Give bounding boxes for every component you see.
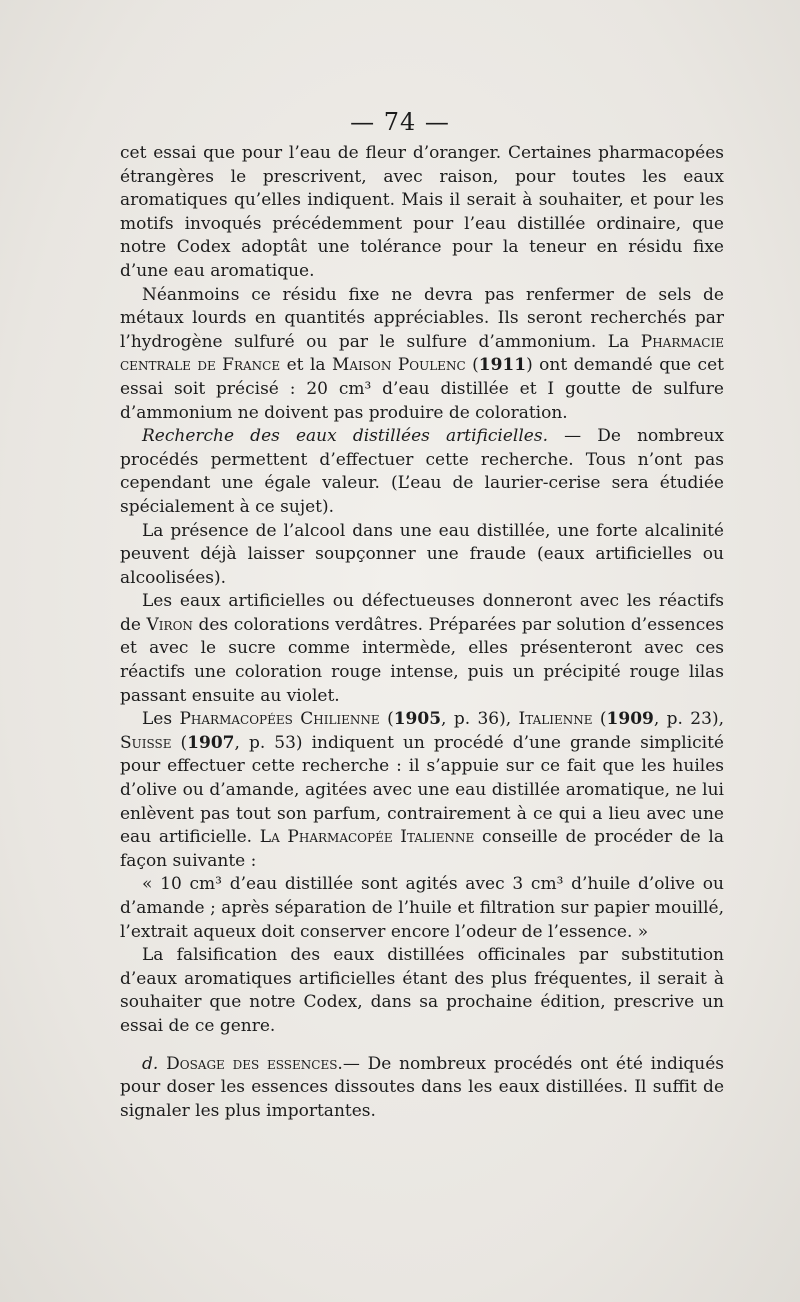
paragraph: La présence de l’alcool dans une eau distillée, une forte alcalinité peuvent déjà laisser soupçonner une fraude (eaux artificielles ou alcoolisées). [120, 520, 724, 588]
pharmacopoeia-name: Suisse [120, 732, 172, 753]
text-run: ( [465, 355, 479, 376]
section-letter: d. [142, 1053, 159, 1074]
year: 1907 [187, 732, 235, 753]
paragraph [120, 708, 724, 873]
text-run: et la [280, 355, 332, 376]
text-run: , p. 53) indiquent un procédé d’une grande simplicité pour effectuer cette recherche : il s’appuie sur ce fait que les huiles d’olive ou d’amande, agitées avec une eau distillée aromatique, ne lui enlèvent pas tout son parfum, contrairement à ce qui a lieu avec une eau artificielle. [120, 732, 724, 848]
year: 1905 [393, 709, 442, 730]
paragraph: La falsification des eaux distillées officinales par substitution d’eaux aromatiques artificielles étant des plus fréquentes, il serait à souhaiter que notre Codex, dans sa prochaine édition, prescrive un essai de ce genre. [120, 945, 724, 1036]
text-run: Néanmoins ce résidu fixe ne devra pas renfermer de sels de métaux lourds en quantités appréciables. Ils seront recherchés par l’hydrogène sulfuré ou par le sulfure d’ammonium. La [120, 284, 724, 352]
section-heading: Recherche des eaux distillées artificielles. [142, 426, 548, 447]
quotation: « 10 cm³ d’eau distillée sont agités avec 3 cm³ d’huile d’olive ou d’amande ; après séparation de l’huile et filtration sur papier mouillé, l’extrait aqueux doit conserver encore l’odeur de l’essence. » [120, 874, 724, 942]
company-name: Maison Poulenc [331, 355, 466, 376]
text-run: ) ont demandé que cet essai soit précisé : 20 cm³ d’eau distillée et I goutte de sulfure d’ammonium ne doivent pas produire de coloration. [120, 355, 724, 423]
text-run: Les eaux artificielles ou défectueuses donneront avec les réactifs de [120, 591, 724, 635]
paragraph [120, 425, 724, 519]
text-run: , p. 36), [441, 709, 519, 730]
text-run: conseille de procéder de la façon suivante : [120, 827, 724, 871]
paragraph [120, 284, 724, 426]
paragraph: cet essai que pour l’eau de fleur d’oranger. Certaines pharmacopées étrangères le prescrivent, avec raison, pour toutes les eaux aromatiques qu’elles indiquent. Mais il serait à souhaiter, et pour les motifs invoqués précédemment pour l’eau distillée ordinaire, que notre Codex adoptât une tolérance pour la teneur en résidu fixe d’une eau aromatique. [120, 143, 724, 281]
body-text [120, 142, 724, 1123]
text-run: ( [171, 732, 188, 753]
text-run: Les [142, 709, 180, 730]
year: 1911 [478, 355, 527, 376]
year: 1909 [606, 709, 654, 730]
text-run: des colorations verdâtres. Préparées par solution d’essences et avec le sucre comme intermède, elles présenteront avec ces réactifs une coloration rouge intense, puis un précipité rouge lilas passant ensuite au violet. [120, 614, 724, 706]
author-name: Viron [146, 614, 193, 635]
text-run: .— De nombreux procédés ont été indiqués pour doser les essences dissoutes dans les eaux distillées. Il suffit de signaler les plus importantes. [120, 1053, 724, 1121]
paragraph [120, 590, 724, 708]
institution-name: Pharmacie centrale de France [120, 331, 724, 376]
section-spacer [120, 1039, 724, 1053]
text-run: , p. 23), [653, 709, 724, 730]
paragraph [120, 1053, 724, 1124]
pharmacopoeia-name: Pharmacopées Chilienne [179, 709, 380, 730]
text-run: ( [379, 709, 394, 730]
text-run: — De nombreux procédés permettent d’effectuer cette recherche. Tous n’ont pas cependant une égale valeur. (L’eau de laurier-cerise sera étudiée spécialement à ce sujet). [120, 426, 724, 517]
pharmacopoeia-name: La Pharmacopée Italienne [259, 827, 475, 848]
page-number: — 74 — [350, 108, 450, 136]
pharmacopoeia-name: Italienne [518, 709, 593, 730]
text-run: ( [592, 709, 607, 730]
section-heading: Dosage des essences [166, 1053, 338, 1074]
